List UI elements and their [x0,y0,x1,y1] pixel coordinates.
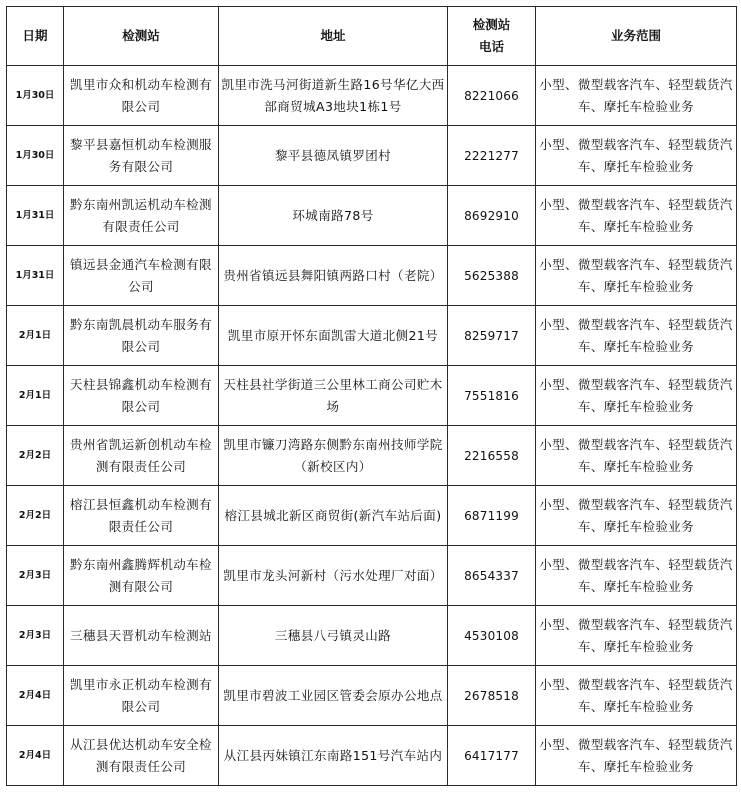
cell-date: 2月1日 [7,306,64,366]
cell-date: 2月2日 [7,486,64,546]
cell-phone: 8259717 [448,306,536,366]
header-station: 检测站 [64,7,219,66]
cell-address: 凯里市原开怀东面凯雷大道北侧21号 [219,306,448,366]
table-row [7,126,737,186]
table-row [7,726,737,786]
cell-station: 黔东南凯晨机动车服务有限公司 [64,306,219,366]
cell-date: 1月31日 [7,246,64,306]
table-header [7,7,737,66]
cell-scope: 小型、微型载客汽车、轻型载货汽车、摩托车检验业务 [536,186,737,246]
cell-scope: 小型、微型载客汽车、轻型载货汽车、摩托车检验业务 [536,666,737,726]
cell-scope: 小型、微型载客汽车、轻型载货汽车、摩托车检验业务 [536,606,737,666]
cell-date: 1月30日 [7,126,64,186]
cell-scope: 小型、微型载客汽车、轻型载货汽车、摩托车检验业务 [536,126,737,186]
cell-address: 凯里市镰刀湾路东侧黔东南州技师学院（新校区内） [219,426,448,486]
cell-address: 贵州省镇远县舞阳镇两路口村（老院） [219,246,448,306]
header-phone-line1: 检测站 [472,17,511,32]
cell-date: 2月1日 [7,366,64,426]
header-scope: 业务范围 [536,7,737,66]
cell-date: 2月3日 [7,546,64,606]
cell-address: 凯里市碧波工业园区管委会原办公地点 [219,666,448,726]
cell-phone: 6417177 [448,726,536,786]
cell-phone: 7551816 [448,366,536,426]
cell-station: 凯里市众和机动车检测有限公司 [64,66,219,126]
cell-date: 1月31日 [7,186,64,246]
cell-address: 天柱县社学街道三公里林工商公司贮木场 [219,366,448,426]
cell-phone: 2678518 [448,666,536,726]
table-row [7,666,737,726]
cell-address: 环城南路78号 [219,186,448,246]
cell-station: 三穗县天晋机动车检测站 [64,606,219,666]
cell-address: 凯里市洗马河街道新生路16号华亿大西部商贸城A3地块1栋1号 [219,66,448,126]
cell-address: 三穗县八弓镇灵山路 [219,606,448,666]
cell-scope: 小型、微型载客汽车、轻型载货汽车、摩托车检验业务 [536,246,737,306]
cell-station: 从江县优达机动车安全检测有限责任公司 [64,726,219,786]
cell-scope: 小型、微型载客汽车、轻型载货汽车、摩托车检验业务 [536,486,737,546]
inspection-schedule-table [6,6,737,786]
cell-date: 1月30日 [7,66,64,126]
header-address: 地址 [219,7,448,66]
table-row [7,246,737,306]
cell-address: 黎平县德凤镇罗团村 [219,126,448,186]
table-row [7,426,737,486]
cell-scope: 小型、微型载客汽车、轻型载货汽车、摩托车检验业务 [536,726,737,786]
table-row [7,486,737,546]
cell-phone: 4530108 [448,606,536,666]
cell-station: 榕江县恒鑫机动车检测有限责任公司 [64,486,219,546]
cell-station: 贵州省凯运新创机动车检测有限责任公司 [64,426,219,486]
cell-phone: 8692910 [448,186,536,246]
cell-phone: 8221066 [448,66,536,126]
table-row [7,66,737,126]
table-row [7,366,737,426]
cell-station: 黎平县嘉恒机动车检测服务有限公司 [64,126,219,186]
cell-date: 2月4日 [7,666,64,726]
cell-station: 黔东南州凯运机动车检测有限责任公司 [64,186,219,246]
cell-address: 凯里市龙头河新村（污水处理厂对面） [219,546,448,606]
cell-scope: 小型、微型载客汽车、轻型载货汽车、摩托车检验业务 [536,546,737,606]
cell-address: 从江县丙妹镇江东南路151号汽车站内 [219,726,448,786]
cell-date: 2月3日 [7,606,64,666]
cell-phone: 8654337 [448,546,536,606]
cell-station: 黔东南州鑫腾辉机动车检测有限公司 [64,546,219,606]
cell-station: 天柱县锦鑫机动车检测有限公司 [64,366,219,426]
cell-station: 镇远县金通汽车检测有限公司 [64,246,219,306]
cell-scope: 小型、微型载客汽车、轻型载货汽车、摩托车检验业务 [536,66,737,126]
cell-date: 2月4日 [7,726,64,786]
cell-phone: 6871199 [448,486,536,546]
cell-scope: 小型、微型载客汽车、轻型载货汽车、摩托车检验业务 [536,426,737,486]
cell-phone: 2216558 [448,426,536,486]
table-row [7,606,737,666]
table-row [7,306,737,366]
table-row [7,546,737,606]
cell-station: 凯里市永正机动车检测有限公司 [64,666,219,726]
cell-scope: 小型、微型载客汽车、轻型载货汽车、摩托车检验业务 [536,306,737,366]
cell-address: 榕江县城北新区商贸街(新汽车站后面) [219,486,448,546]
header-phone [448,7,536,66]
header-phone-line2: 电话 [478,39,504,54]
header-row [7,7,737,66]
cell-phone: 5625388 [448,246,536,306]
header-date: 日期 [7,7,64,66]
table-row [7,186,737,246]
table-body [7,66,737,786]
cell-scope: 小型、微型载客汽车、轻型载货汽车、摩托车检验业务 [536,366,737,426]
cell-date: 2月2日 [7,426,64,486]
cell-phone: 2221277 [448,126,536,186]
